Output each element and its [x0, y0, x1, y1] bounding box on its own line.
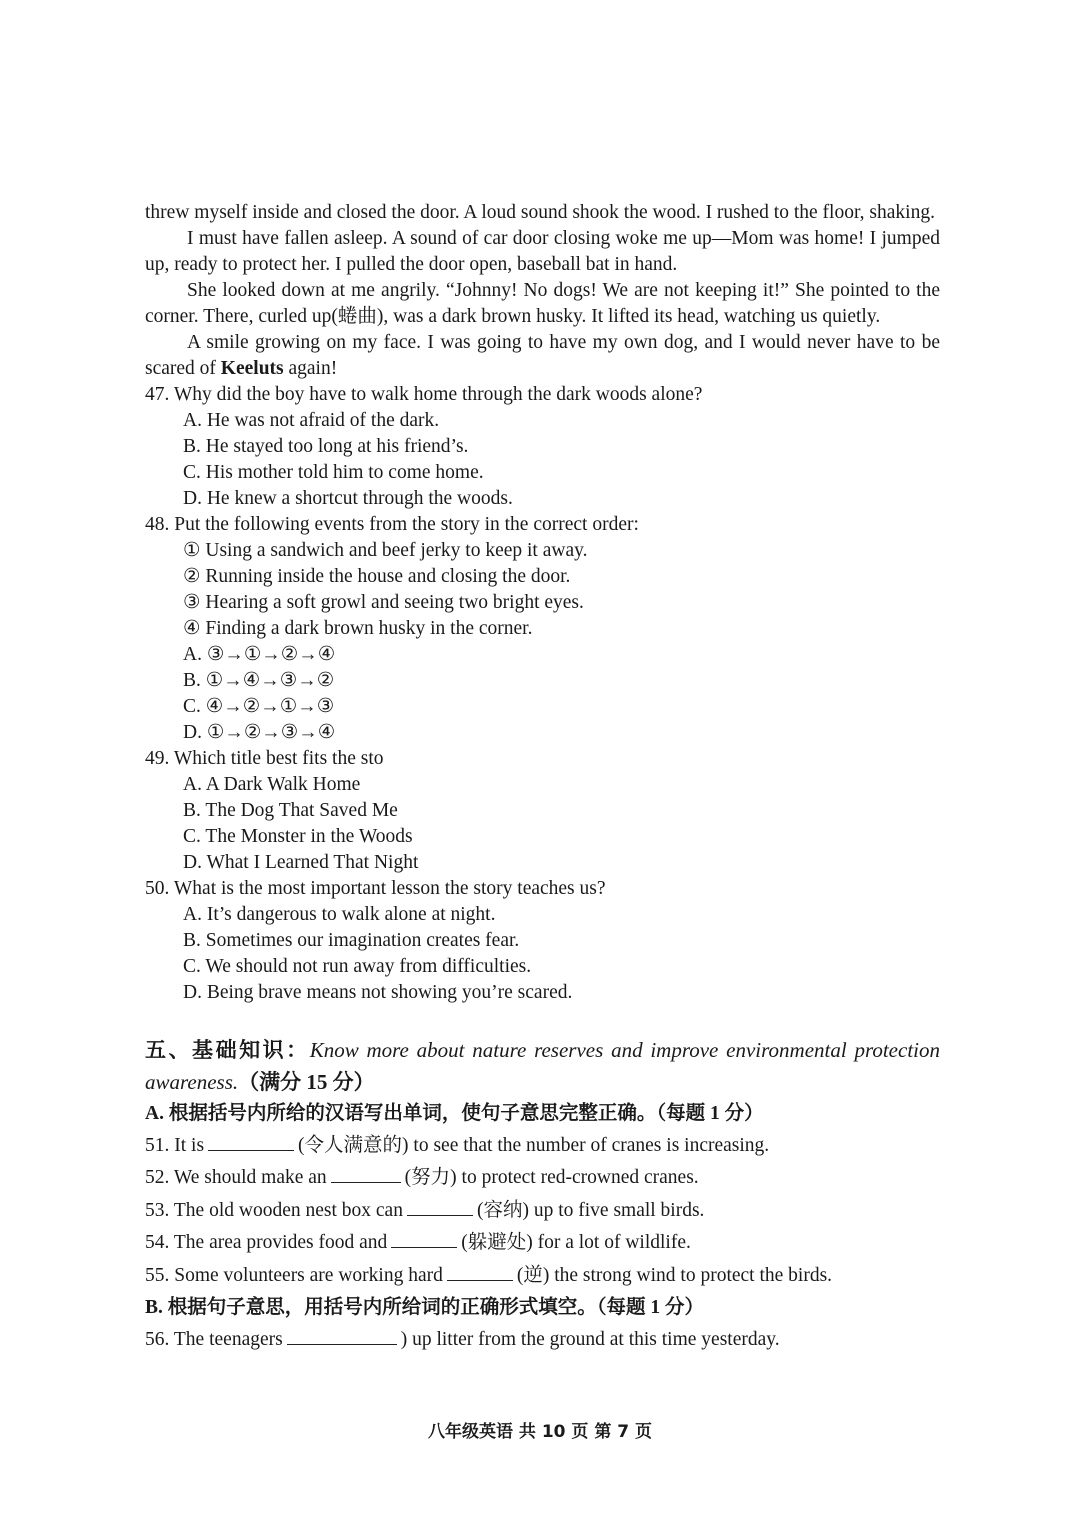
story-paragraph-4-end: again!: [283, 358, 338, 379]
part-b-instruction: B. 根据句子意思，用括号内所给词的正确形式填空。（每题 1 分）: [145, 1297, 705, 1319]
question-48-option-d: D. ①→②→③→④: [183, 722, 336, 743]
item-55: [145, 1260, 940, 1292]
item-53-before: 53. The old wooden nest box can: [145, 1199, 403, 1221]
item-52: [145, 1162, 940, 1194]
question-49-option-c: C. The Monster in the Woods: [183, 826, 413, 847]
story-paragraph-2: I must have fallen asleep. A sound of car door closing woke me up—Mom was home! I jumped up, ready to protect her. I pulled the door open, baseball bat in hand.: [145, 228, 940, 275]
question-50-option-a: A. It’s dangerous to walk alone at night.: [183, 904, 496, 925]
item-52-after: (努力) to protect red-crowned cranes.: [404, 1167, 699, 1189]
question-49-option-b: B. The Dog That Saved Me: [183, 800, 398, 821]
item-54: [145, 1227, 940, 1259]
question-47-option-d: D. He knew a shortcut through the woods.: [183, 488, 513, 509]
page-content: [145, 200, 940, 1356]
question-50-stem: 50. What is the most important lesson the story teaches us?: [145, 878, 606, 899]
item-56: [145, 1324, 940, 1356]
item-51-before: 51. It is: [145, 1135, 205, 1156]
item-56-before: 56. The teenagers: [145, 1329, 283, 1351]
question-50-option-b: B. Sometimes our imagination creates fear.: [183, 930, 520, 951]
item-54-after: (躲避处) for a lot of wildlife.: [461, 1232, 691, 1254]
story-paragraph-1: threw myself inside and closed the door. A loud sound shook the wood. I rushed to the floor, shaking.: [145, 202, 935, 223]
item-55-blank[interactable]: [447, 1262, 513, 1281]
item-53-blank[interactable]: [407, 1197, 473, 1216]
item-51-after: (令人满意的) to see that the number of cranes is increasing.: [298, 1135, 770, 1156]
item-54-before: 54. The area provides food and: [145, 1232, 388, 1254]
question-50-option-d: D. Being brave means not showing you’re scared.: [183, 982, 573, 1003]
question-50-option-c: C. We should not run away from difficulties.: [183, 956, 532, 977]
question-48-event-1: ① Using a sandwich and beef jerky to keep it away.: [183, 540, 588, 561]
question-48-option-c: C. ④→②→①→③: [183, 696, 335, 717]
section-5-heading: [145, 1034, 940, 1098]
item-51: [145, 1130, 940, 1162]
question-49-stem: 49. Which title best fits the sto: [145, 748, 384, 769]
item-54-blank[interactable]: [391, 1229, 457, 1248]
item-55-after: (逆) the strong wind to protect the birds.: [516, 1264, 833, 1286]
item-52-before: 52. We should make an: [145, 1167, 327, 1189]
question-48-event-4: ④ Finding a dark brown husky in the corner.: [183, 618, 533, 639]
question-48-option-b: B. ①→④→③→②: [183, 670, 335, 691]
question-48-event-3: ③ Hearing a soft growl and seeing two bright eyes.: [183, 592, 584, 613]
section-5-lead: 五、基础知识：: [145, 1038, 310, 1062]
part-a-instruction: A. 根据括号内所给的汉语写出单词，使句子意思完整正确。（每题 1 分）: [145, 1103, 764, 1124]
item-56-after: ) up litter from the ground at this time yesterday.: [400, 1329, 780, 1351]
question-47-option-a: A. He was not afraid of the dark.: [183, 410, 440, 431]
question-47-stem: 47. Why did the boy have to walk home through the dark woods alone?: [145, 384, 703, 405]
question-48-stem: 48. Put the following events from the story in the correct order:: [145, 514, 639, 535]
item-56-blank[interactable]: [287, 1326, 397, 1345]
item-53: [145, 1195, 940, 1227]
item-51-blank[interactable]: [208, 1132, 294, 1151]
item-55-before: 55. Some volunteers are working hard: [145, 1264, 443, 1286]
story-paragraph-3: She looked down at me angrily. “Johnny! No dogs! We are not keeping it!” She pointed to the corner. There, curled up(蜷曲), was a dark brown husky. It lifted its head, watching us quietly.: [145, 280, 940, 327]
question-47-option-c: C. His mother told him to come home.: [183, 462, 484, 483]
keeluts-word: Keeluts: [220, 358, 284, 379]
question-49-option-a: A. A Dark Walk Home: [183, 774, 361, 795]
question-49-option-d: D. What I Learned That Night: [183, 852, 419, 873]
section-5-score: （满分 15 分）: [238, 1070, 375, 1094]
item-53-after: (容纳) up to five small birds.: [476, 1199, 705, 1221]
question-47-option-b: B. He stayed too long at his friend’s.: [183, 436, 469, 457]
question-48-option-a: A. ③→①→②→④: [183, 644, 336, 665]
question-48-event-2: ② Running inside the house and closing the door.: [183, 566, 571, 587]
section-5-title: Know more about nature reserves and improve environmental protection awareness.: [145, 1038, 940, 1094]
story-paragraph-4-text: A smile growing on my face. I was going to have my own dog, and I would never have to be scared of: [145, 332, 940, 379]
page-footer: 八年级英语 共 10 页 第 7 页: [428, 1422, 652, 1442]
item-52-blank[interactable]: [331, 1164, 401, 1183]
story-paragraph-4: [145, 330, 940, 382]
